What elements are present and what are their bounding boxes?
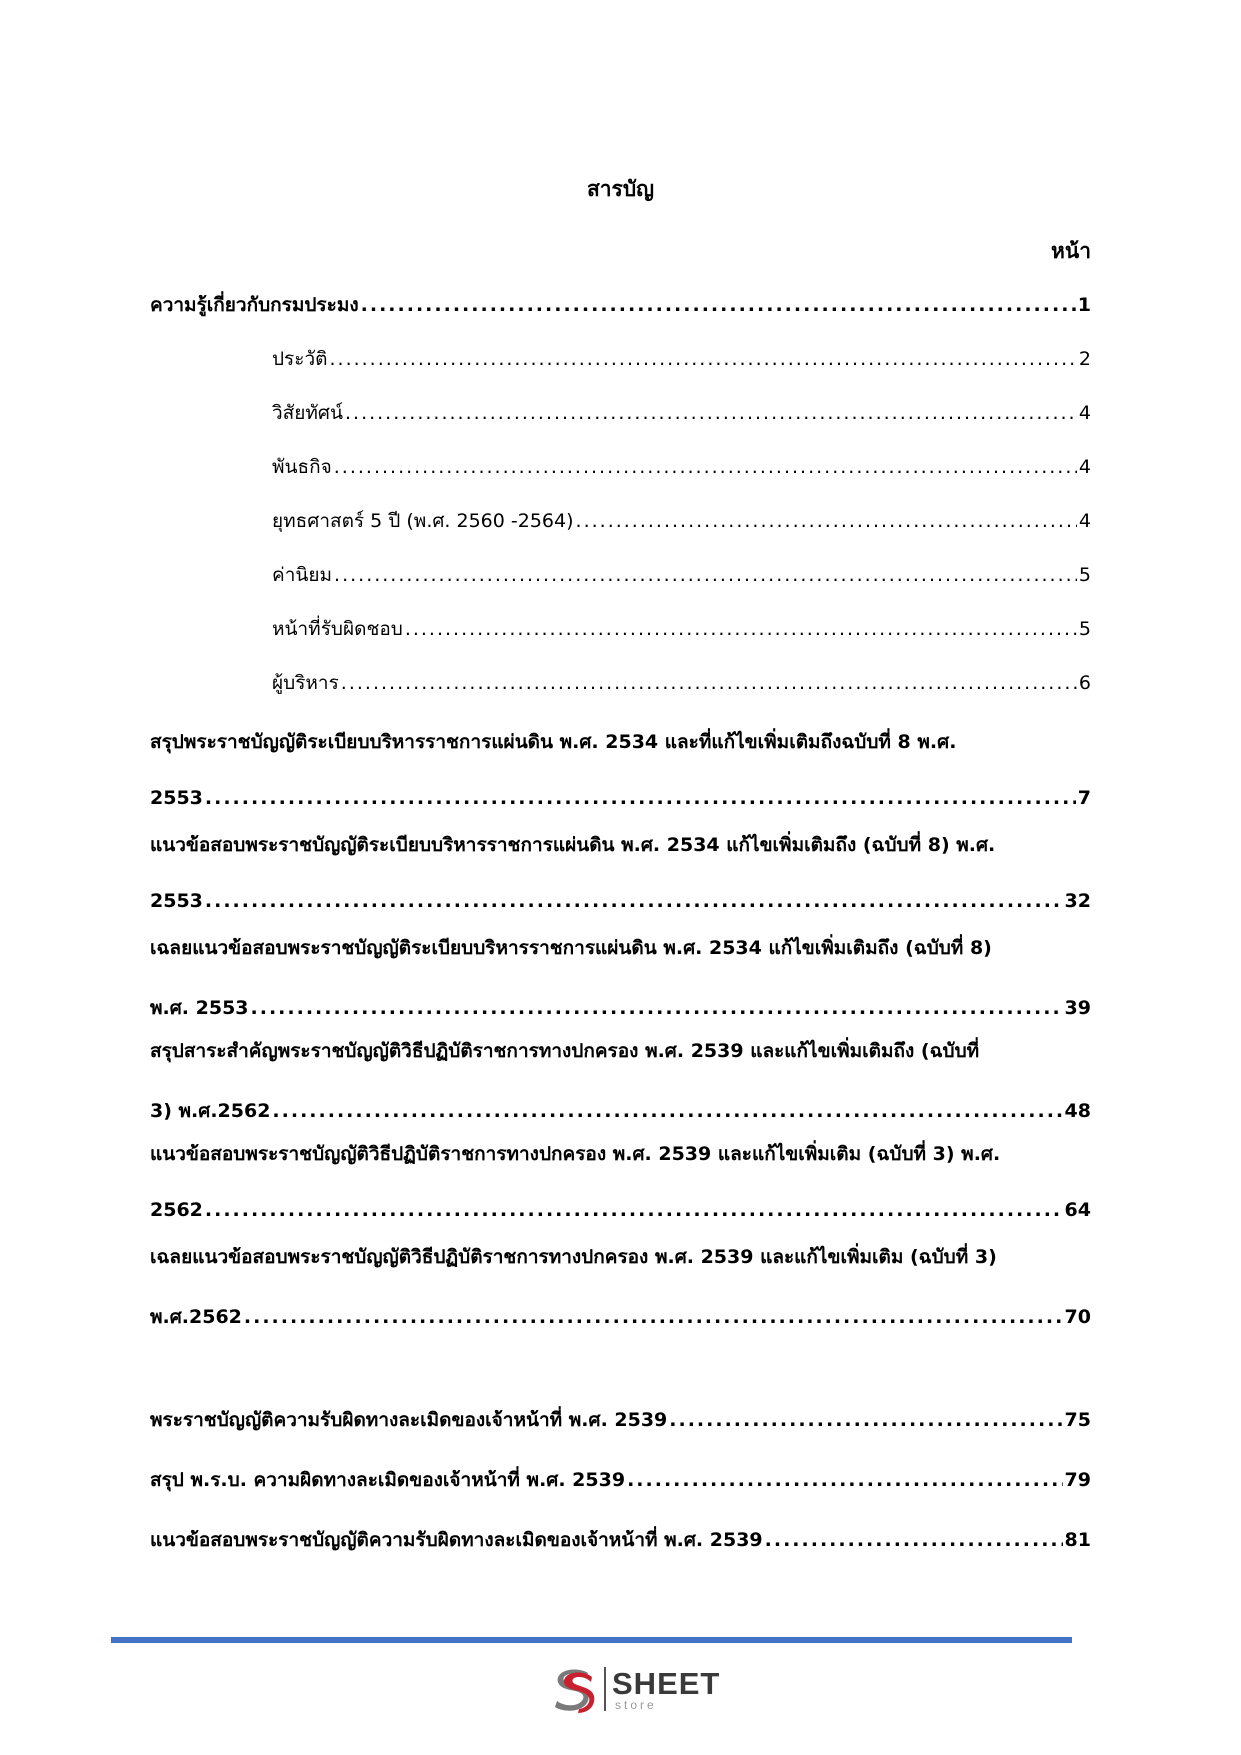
toc-sub-entry[interactable] [272,668,1091,698]
logo-text [612,1665,721,1712]
dot-leader [205,1199,1063,1221]
toc-entry-page: 4 [1078,456,1091,478]
toc-entry-title-continued: 2553 [150,787,203,809]
toc-entry-title-continued: พ.ศ.2562 [150,1306,242,1328]
toc-entry-title: ยุทธศาสตร์ 5 ปี (พ.ศ. 2560 -2564) [272,510,574,532]
page-column-header: หน้า [1051,239,1091,263]
toc-entry-page: 32 [1064,890,1091,912]
toc-entry-page: 79 [1064,1469,1091,1491]
toc-entry-title: ความรู้เกี่ยวกับกรมประมง [150,294,359,316]
toc-sub-entry[interactable] [272,614,1091,644]
toc-entry-title: สรุปพระราชบัญญัติระเบียบบริหารราชการแผ่นดิน พ.ศ. 2534 และที่แก้ไขเพิ่มเติมถึงฉบับที่ 8 พ.ศ. [150,731,957,753]
dot-leader [251,997,1063,1019]
toc-entry-page: 4 [1078,510,1091,532]
toc-sub-entry[interactable] [272,560,1091,590]
dot-leader [627,1469,1062,1491]
sheet-store-logo [548,1662,720,1716]
toc-sub-entry[interactable] [272,344,1091,374]
dot-leader [334,456,1077,478]
toc-entry-title: เฉลยแนวข้อสอบพระราชบัญญัติวิธีปฏิบัติราชการทางปกครอง พ.ศ. 2539 และแก้ไขเพิ่มเติม (ฉบับที่ 3) [150,1246,997,1268]
dot-leader [272,1100,1062,1122]
toc-entry-title: เฉลยแนวข้อสอบพระราชบัญญัติระเบียบบริหารราชการแผ่นดิน พ.ศ. 2534 แก้ไขเพิ่มเติมถึง (ฉบับที่ 8) [150,937,992,959]
toc-entry-page: 48 [1064,1100,1091,1122]
toc-entry-title: ผู้บริหาร [272,672,339,694]
toc-entry[interactable] [150,830,1091,920]
toc-entry-page: 6 [1078,672,1091,694]
page-title: สารบัญ [586,177,655,201]
toc-entry-title-continued: 2553 [150,890,203,912]
toc-sub-entry[interactable] [272,506,1091,536]
footer-rule [111,1637,1072,1643]
toc-entry-page: 75 [1064,1409,1091,1431]
toc-entry-title: สรุปสาระสำคัญพระราชบัญญัติวิธีปฏิบัติราชการทางปกครอง พ.ศ. 2539 และแก้ไขเพิ่มเติมถึง (ฉบับที่ [150,1040,980,1062]
toc-entry-page: 5 [1078,618,1091,640]
toc-entry-page: 81 [1064,1529,1091,1551]
toc-entry-title: พันธกิจ [272,456,332,478]
dot-leader [205,787,1076,809]
toc-entry[interactable] [150,1242,1091,1332]
dot-leader [334,564,1077,586]
toc-entry-title: หน้าที่รับผิดชอบ [272,618,403,640]
dot-leader [205,890,1063,912]
toc-entry-title: ค่านิยม [272,564,333,586]
toc-entry-page: 4 [1078,402,1091,424]
toc-entry[interactable] [150,1525,1091,1555]
toc-entry-title-continued: พ.ศ. 2553 [150,997,249,1019]
toc-entry-page: 1 [1077,294,1091,316]
toc-entry[interactable] [150,1405,1091,1435]
logo-subtext: store [615,1697,657,1712]
dot-leader [345,402,1077,424]
toc-entry-page: 7 [1077,787,1091,809]
dot-leader [765,1529,1063,1551]
toc-entry-title: สรุป พ.ร.บ. ความผิดทางละเมิดของเจ้าหน้าที่ พ.ศ. 2539 [150,1469,626,1491]
dot-leader [576,510,1077,532]
toc-entry[interactable] [150,727,1091,817]
dot-leader [329,348,1076,370]
logo-separator [604,1667,606,1711]
dot-leader [669,1409,1062,1431]
toc-entry[interactable] [150,1139,1091,1229]
toc-entry-page: 2 [1078,348,1091,370]
toc-entry-title-continued: 3) พ.ศ.2562 [150,1100,271,1122]
toc-entry[interactable] [150,1465,1091,1495]
toc-sub-entry[interactable] [272,398,1091,428]
toc-entry-page: 5 [1078,564,1091,586]
toc-entry-title: วิสัยทัศน์ [272,402,343,424]
toc-entry-title: แนวข้อสอบพระราชบัญญัติความรับผิดทางละเมิดของเจ้าหน้าที่ พ.ศ. 2539 [150,1529,763,1551]
toc-entry-title: แนวข้อสอบพระราชบัญญัติวิธีปฏิบัติราชการทางปกครอง พ.ศ. 2539 และแก้ไขเพิ่มเติม (ฉบับที่ 3) พ.ศ. [150,1143,1001,1165]
toc-entry-title: พระราชบัญญัติความรับผิดทางละเมิดของเจ้าหน้าที่ พ.ศ. 2539 [150,1409,668,1431]
toc-sub-entry[interactable] [272,452,1091,482]
toc-entry[interactable] [150,290,1091,320]
toc-entry-page: 39 [1064,997,1091,1019]
toc-entry-page: 64 [1064,1199,1091,1221]
toc-entry-title: แนวข้อสอบพระราชบัญญัติระเบียบบริหารราชการแผ่นดิน พ.ศ. 2534 แก้ไขเพิ่มเติมถึง (ฉบับที่ 8) พ.ศ. [150,834,996,856]
sheet-store-logo-mark-icon [548,1663,600,1715]
toc-entry-page: 70 [1064,1306,1091,1328]
toc-entry-title-continued: 2562 [150,1199,203,1221]
dot-leader [361,294,1076,316]
toc-entry-title: ประวัติ [272,348,328,370]
toc-entry[interactable] [150,1036,1091,1126]
dot-leader [405,618,1077,640]
dot-leader [341,672,1077,694]
dot-leader [244,1306,1063,1328]
logo-word: SHEET [612,1665,721,1701]
toc-entry[interactable] [150,933,1091,1023]
